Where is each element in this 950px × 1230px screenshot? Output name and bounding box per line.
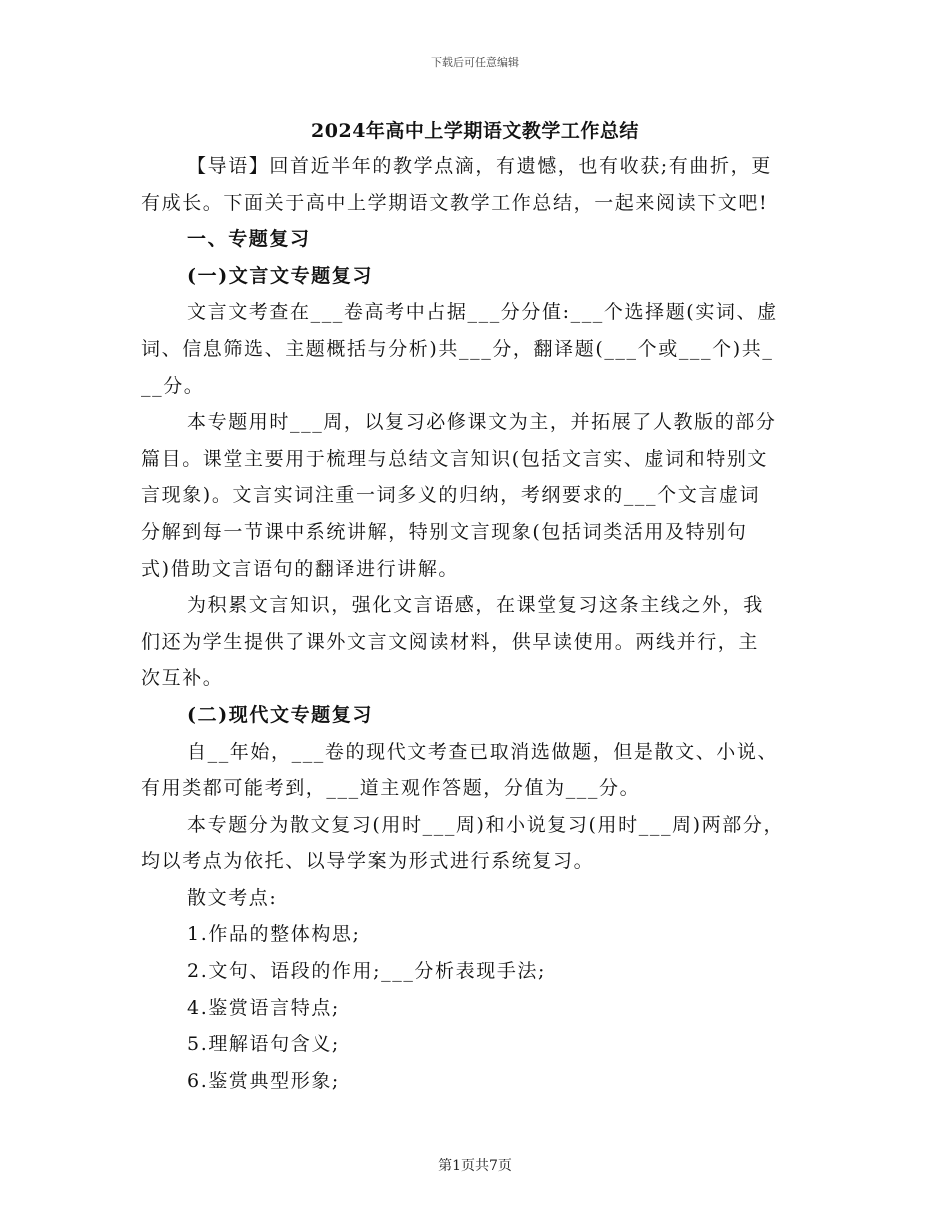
paragraph-line: 5.理解语句含义; xyxy=(187,1033,340,1056)
paragraph-line: 有用类都可能考到，___道主观作答题，分值为___分。 xyxy=(141,777,641,800)
paragraph-line: 6.鉴赏典型形象; xyxy=(187,1069,340,1092)
paragraph-line: 言现象)。文言实词注重一词多义的归纳，考纲要求的___个文言虚词 xyxy=(141,484,761,507)
paragraph-line: 词、信息筛选、主题概括与分析)共___分，翻译题(___个或___个)共_ xyxy=(141,337,774,360)
paragraph-line: 2.文句、语段的作用;___分析表现手法; xyxy=(187,960,547,983)
section-heading: (一)文言文专题复习 xyxy=(187,264,373,287)
paragraph-line: 【导语】回首近半年的教学点滴，有遗憾，也有收获;有曲折，更 xyxy=(187,155,772,177)
paragraph-line: 篇目。课堂主要用于梳理与总结文言知识(包括文言实、虚词和特别文 xyxy=(141,447,769,470)
paragraph-line: 式)借助文言语句的翻译进行讲解。 xyxy=(141,557,460,580)
paragraph-line: 为积累文言知识，强化文言语感，在课堂复习这条主线之外，我 xyxy=(187,594,764,617)
paragraph-line: 们还为学生提供了课外文言文阅读材料，供早读使用。两线并行，主 xyxy=(141,630,760,653)
paragraph-line: 散文考点: xyxy=(187,886,278,909)
paragraph-line: 1.作品的整体构思; xyxy=(187,923,361,946)
page-footer: 第1页共7页 xyxy=(438,1158,512,1174)
paragraph-line: __分。 xyxy=(141,374,205,397)
paragraph-line: 有成长。下面关于高中上学期语文教学工作总结，一起来阅读下文吧! xyxy=(141,191,769,214)
paragraph-line: 本专题分为散文复习(用时___周)和小说复习(用时___周)两部分， xyxy=(187,813,785,836)
paragraph-line: 均以考点为依托、以导学案为形式进行系统复习。 xyxy=(141,850,595,873)
section-heading: 一、专题复习 xyxy=(187,228,311,251)
paragraph-line: 分解到每一节课中系统讲解，特别文言现象(包括词类活用及特别句 xyxy=(141,520,748,543)
paragraph-line: 次互补。 xyxy=(141,667,224,690)
header-note: 下载后可任意编辑 xyxy=(431,56,519,69)
paragraph-line: 文言文考查在___卷高考中占据___分分值:___个选择题(实词、虚 xyxy=(187,301,778,324)
paragraph-line: 4.鉴赏语言特点; xyxy=(187,996,340,1019)
paragraph-line: 本专题用时___周，以复习必修课文为主，并拓展了人教版的部分 xyxy=(187,411,777,434)
paragraph-line: 自__年始，___卷的现代文考查已取消选做题，但是散文、小说、 xyxy=(187,740,779,763)
section-heading: (二)现代文专题复习 xyxy=(187,703,373,726)
document-body xyxy=(141,148,806,1099)
document-title: 2024年高中上学期语文教学工作总结 xyxy=(311,120,639,142)
